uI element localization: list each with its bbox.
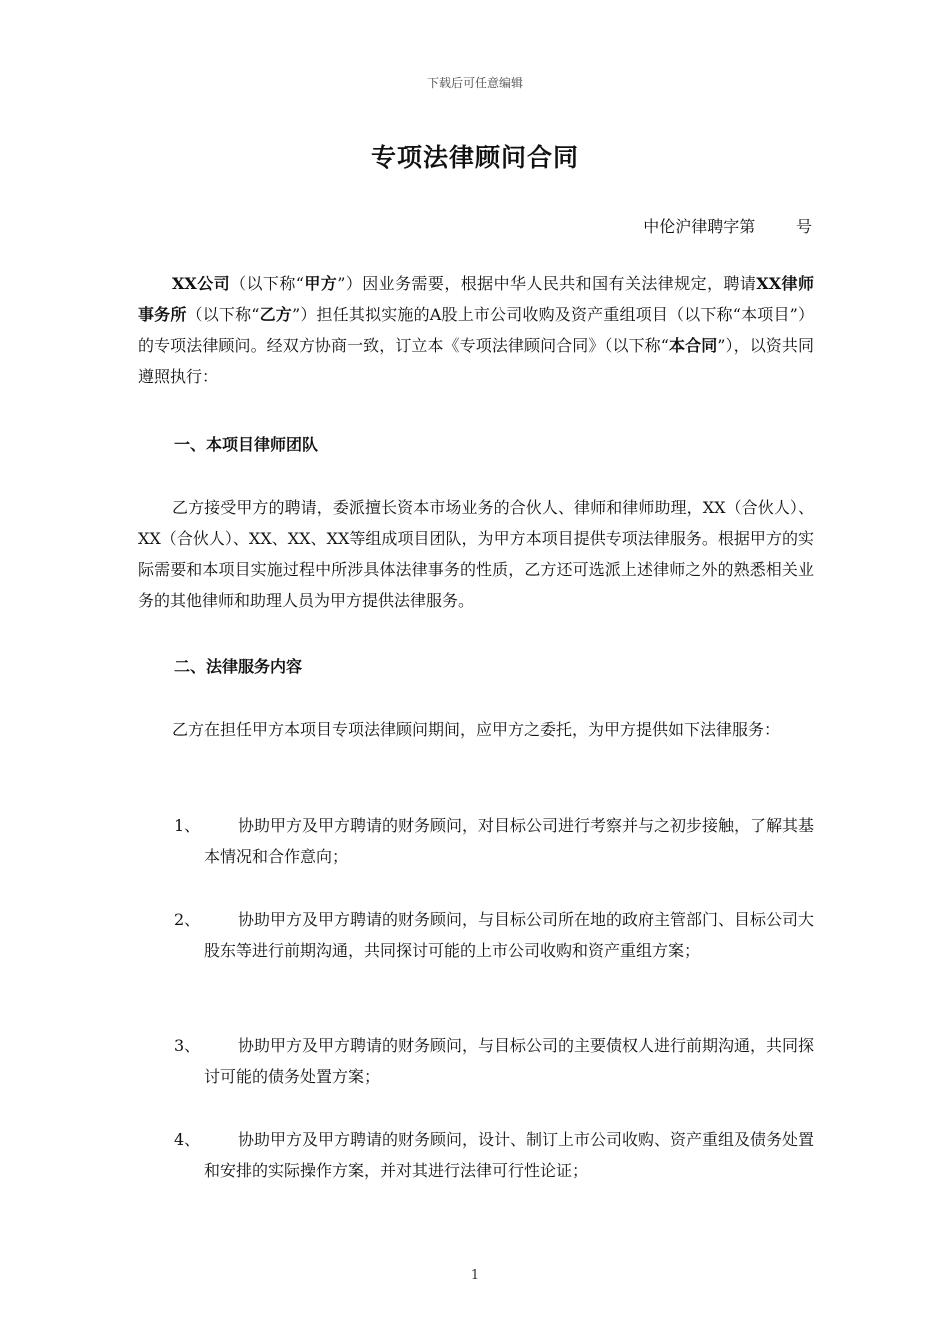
list-item-text: 协助甲方及甲方聘请的财务顾问，设计、制订上市公司收购、资产重组及债务处置和安排的实际操作方案，并对其进行法律可行性论证； (204, 1130, 815, 1180)
list-item (174, 1124, 814, 1186)
intro-text-1: （以下称“ (230, 274, 304, 293)
intro-text-5: ”），以资共同遵照执行： (138, 336, 814, 386)
list-item (174, 904, 814, 966)
intro-text-3: （以下称“ (186, 305, 260, 324)
section-paragraph: 乙方接受甲方的聘请，委派擅长资本市场业务的合伙人、律师和律师助理，XX（合伙人）、XX（合伙人）、XX、XX、XX等组成项目团队，为甲方本项目提供专项法律服务。根据甲方的实际需要和本项目实施过程中所涉具体法律事务的性质，乙方还可选派上述律师之外的熟悉相关业务的其他律师和助理人员为甲方提供法律服务。 (138, 498, 814, 610)
list-item-number: 3、 (174, 1036, 201, 1055)
list-item-text: 协助甲方及甲方聘请的财务顾问，与目标公司所在地的政府主管部门、目标公司大股东等进行前期沟通，共同探讨可能的上市公司收购和资产重组方案； (204, 910, 815, 960)
list-item-number: 2、 (174, 910, 201, 929)
party-a-name: XX公司 (172, 274, 231, 293)
header-note: 下载后可任意编辑 (426, 76, 523, 90)
section-heading: 二、法律服务内容 (174, 657, 303, 676)
document-title: 专项法律顾问合同 (370, 143, 579, 172)
section-paragraph: 乙方在担任甲方本项目专项法律顾问期间，应甲方之委托，为甲方提供如下法律服务： (172, 720, 781, 739)
list-item (174, 1030, 814, 1092)
contract-label: 本合同 (668, 336, 718, 355)
intro-text-4: ”）担任其拟实施的A股上市公司收购及资产重组项目（以下称“本项目”）的专项法律顾问。经双方协商一致，订立本《专项法律顾问合同》（以下称“ (138, 305, 814, 355)
list-item (174, 810, 814, 872)
list-item-text: 协助甲方及甲方聘请的财务顾问，与目标公司的主要债权人进行前期沟通，共同探讨可能的债务处置方案； (204, 1036, 815, 1086)
list-item-text: 协助甲方及甲方聘请的财务顾问，对目标公司进行考察并与之初步接触，了解其基本情况和合作意向； (204, 816, 815, 866)
list-item-number: 4、 (174, 1130, 201, 1149)
intro-text-2: ”）因业务需要，根据中华人民共和国有关法律规定，聘请 (337, 274, 757, 293)
page-number: 1 (470, 1268, 480, 1283)
list-item-number: 1、 (174, 816, 201, 835)
party-b-label: 乙方 (259, 305, 292, 324)
party-b-name: XX律师事务所 (138, 274, 814, 324)
intro-paragraph (138, 268, 814, 392)
section-heading: 一、本项目律师团队 (174, 435, 319, 454)
reference-number: 中伦沪律聘字第 号 (643, 217, 812, 236)
party-a-label: 甲方 (303, 274, 338, 293)
